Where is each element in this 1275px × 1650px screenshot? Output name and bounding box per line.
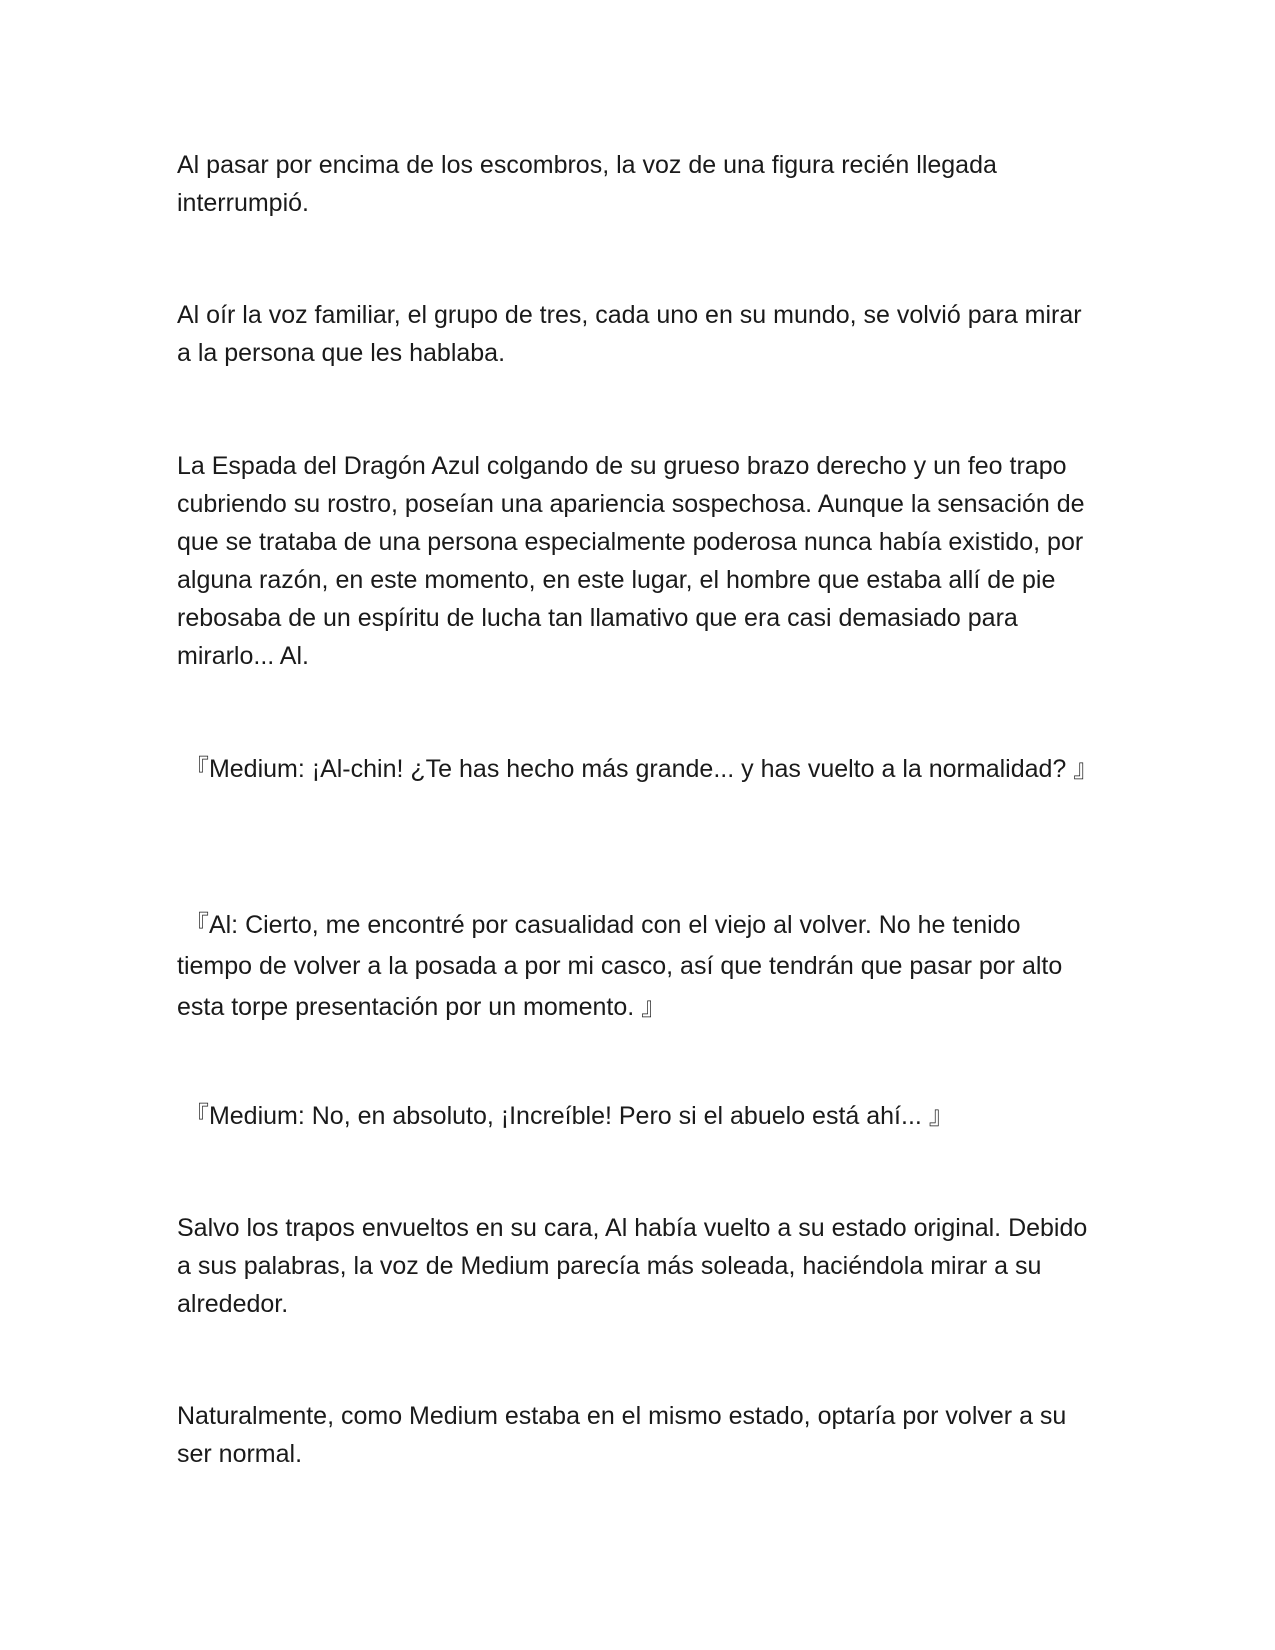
paragraph-narration-5: Naturalmente, como Medium estaba en el mismo estado, optaría por volver a su ser normal. — [177, 1402, 1067, 1468]
paragraph-narration-1: Al pasar por encima de los escombros, la voz de una figura recién llegada interrumpió. — [177, 151, 997, 217]
paragraph-dialogue-medium-2: 『Medium: No, en absoluto, ¡Increíble! Pero si el abuelo está ahí... 』 — [177, 1102, 954, 1130]
paragraph-narration-3: La Espada del Dragón Azul colgando de su grueso brazo derecho y un feo trapo cubriendo su rostro, poseían una apariencia sospechosa. Aunque la sensación de que se trataba de una persona especialmente poderosa nunca había existido, por alguna razón, en este momento, en este lugar, el hombre que estaba allí de pie rebosaba de un espíritu de lucha tan llamativo que era casi demasiado para mirarlo... Al. — [177, 452, 1085, 670]
paragraph-narration-2: Al oír la voz familiar, el grupo de tres, cada uno en su mundo, se volvió para mirar a la persona que les hablaba. — [177, 301, 1082, 367]
paragraph-narration-4: Salvo los trapos envueltos en su cara, Al había vuelto a su estado original. Debido a sus palabras, la voz de Medium parecía más soleada, haciéndola mirar a su alrededor. — [177, 1214, 1088, 1318]
paragraph-dialogue-al: 『Al: Cierto, me encontré por casualidad con el viejo al volver. No he tenido tiempo de volver a la posada a por mi casco, así que tendrán que pasar por alto esta torpe presentación por un momento. 』 — [177, 911, 1063, 1021]
paragraph-dialogue-medium-1: 『Medium: ¡Al-chin! ¿Te has hecho más grande... y has vuelto a la normalidad? 』 — [177, 755, 1099, 783]
